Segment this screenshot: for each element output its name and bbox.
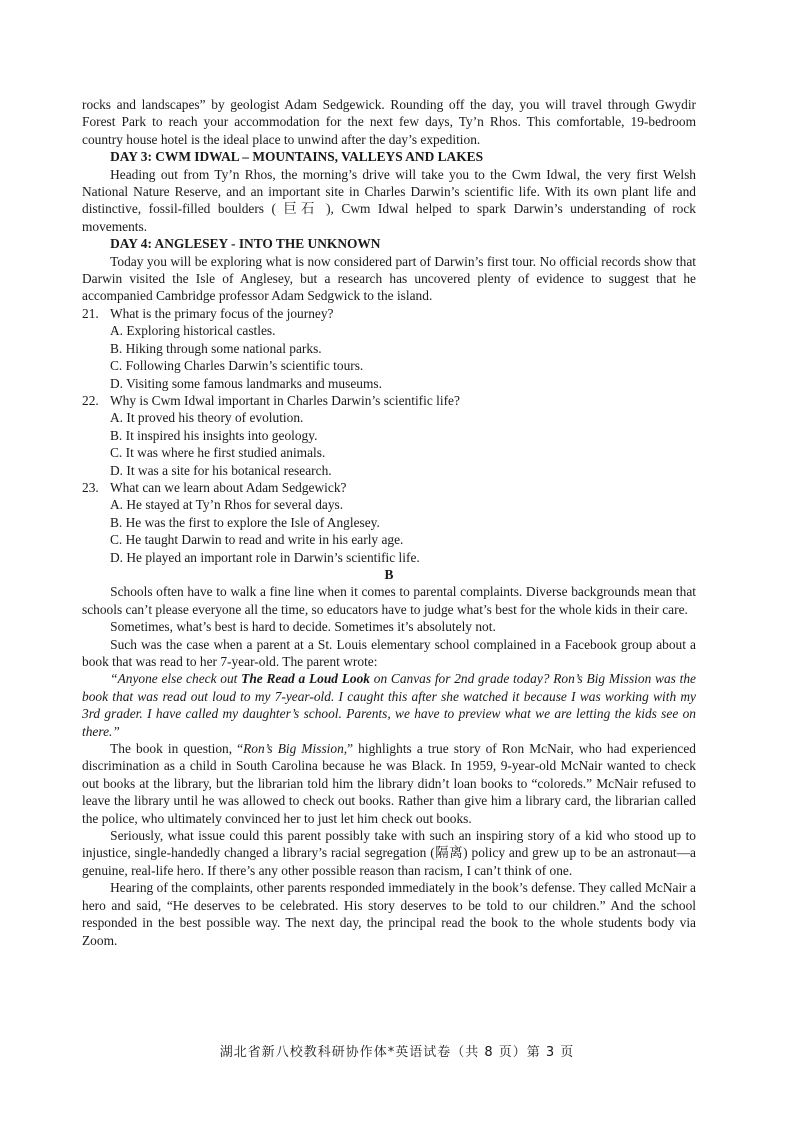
question-23 [82, 479, 696, 566]
question-number: 22. [82, 392, 99, 408]
question-stem: What is the primary focus of the journey? [110, 305, 334, 321]
parent-quote: “Anyone else check out The Read a Loud Look on Canvas for 2nd grade today? Ron’s Big Mission was the book that was read out loud to my 7-year-old. I caught this after she watched it because I was working with my 3rd grader. I have called my daughter’s school. Parents, we have to preview what we are letting the kids see on there.” [82, 671, 696, 739]
section-b-label: B [384, 566, 394, 582]
option-a: A. Exploring historical castles. [110, 323, 276, 339]
exam-page [82, 96, 696, 949]
option-d: D. It was a site for his botanical research. [110, 462, 332, 478]
option-d: D. He played an important role in Darwin’s scientific life. [110, 549, 420, 565]
question-number: 21. [82, 305, 99, 321]
day3-paragraph: Heading out from Ty’n Rhos, the morning’s drive will take you to the Cwm Idwal, the very first Welsh National Nature Reserve, and an important site in Charles Darwin’s scientific life. With its own plant life and distinctive, fossil-filled boulders ( 巨石 ), Cwm Idwal helped to spark Darwin’s understanding of rock movements. [82, 166, 696, 234]
question-21 [82, 305, 696, 392]
passage-b-paragraph-1: Schools often have to walk a fine line when it comes to parental complaints. Diverse backgrounds mean that schools can’t please everyone all the time, so educators have to judge what’s best for the whole kids in their care. [82, 584, 696, 617]
option-a: A. He stayed at Ty’n Rhos for several days. [110, 497, 344, 513]
passage-b-paragraph-6: Seriously, what issue could this parent possibly take with such an inspiring story of a kid who stood up to injustice, single-handedly changed a library’s racial segregation (隔离) policy and grew up to be an astronaut—a genuine, real-life hero. If there’s any other possible reason than racism, I can’t think of one. [82, 828, 696, 878]
option-c: C. He taught Darwin to read and write in his early age. [110, 532, 404, 548]
question-stem: Why is Cwm Idwal important in Charles Darwin’s scientific life? [110, 392, 460, 408]
option-a: A. It proved his theory of evolution. [110, 410, 304, 426]
passage-a-paragraph: rocks and landscapes” by geologist Adam Sedgewick. Rounding off the day, you will travel through Gwydir Forest Park to reach your accommodation for the next few days, Ty’n Rhos. This comfortable, 19-bedroom country house hotel is the ideal place to unwind after the day’s expedition. [82, 97, 696, 147]
option-c: C. It was where he first studied animals. [110, 445, 326, 461]
question-22 [82, 392, 696, 479]
passage-b-paragraph-5: The book in question, “Ron’s Big Mission,” highlights a true story of Ron McNair, who had experienced discrimination as a child in South Carolina because he was Black. In 1959, 9-year-old McNair wanted to check out books at the library, but the librarian told him the library didn’t loan books to “coloreds.” McNair refused to leave the library until he was allowed to check out books. Rather than give him a library card, the librarian called the police, who ultimately convinced her to just let him check out books. [82, 741, 696, 826]
program-title: The Read a Loud Look [241, 671, 370, 687]
passage-b-paragraph-2: Sometimes, what’s best is hard to decide. Sometimes it’s absolutely not. [110, 619, 496, 635]
day4-paragraph: Today you will be exploring what is now considered part of Darwin’s first tour. No official records show that Darwin visited the Isle of Anglesey, but a research has uncovered plenty of evidence to suggest that he accompanied Cambridge professor Adam Sedgwick to the island. [82, 253, 696, 304]
option-b: B. It inspired his insights into geology. [110, 427, 318, 443]
question-number: 23. [82, 479, 99, 495]
day4-heading: DAY 4: ANGLESEY - INTO THE UNKNOWN [110, 236, 381, 252]
option-b: B. Hiking through some national parks. [110, 340, 322, 356]
day3-heading: DAY 3: CWM IDWAL – MOUNTAINS, VALLEYS AND LAKES [110, 149, 484, 165]
passage-b-paragraph-3: Such was the case when a parent at a St. Louis elementary school complained in a Facebook group about a book that was read to her 7-year-old. The parent wrote: [82, 636, 696, 669]
option-b: B. He was the first to explore the Isle of Anglesey. [110, 514, 380, 530]
page-footer: 湖北省新八校教科研协作体*英语试卷（共 8 页）第 3 页 [219, 1045, 575, 1060]
passage-b-paragraph-7: Hearing of the complaints, other parents responded immediately in the book’s defense. They called McNair a hero and said, “He deserves to be celebrated. His story deserves to be told to our children.” And the school responded in the best possible way. The next day, the principal read the book to the whole students body via Zoom. [82, 880, 696, 948]
option-c: C. Following Charles Darwin’s scientific tours. [110, 358, 364, 374]
question-stem: What can we learn about Adam Sedgewick? [110, 479, 347, 495]
option-d: D. Visiting some famous landmarks and museums. [110, 375, 382, 391]
book-title: Ron’s Big Mission, [243, 741, 348, 757]
